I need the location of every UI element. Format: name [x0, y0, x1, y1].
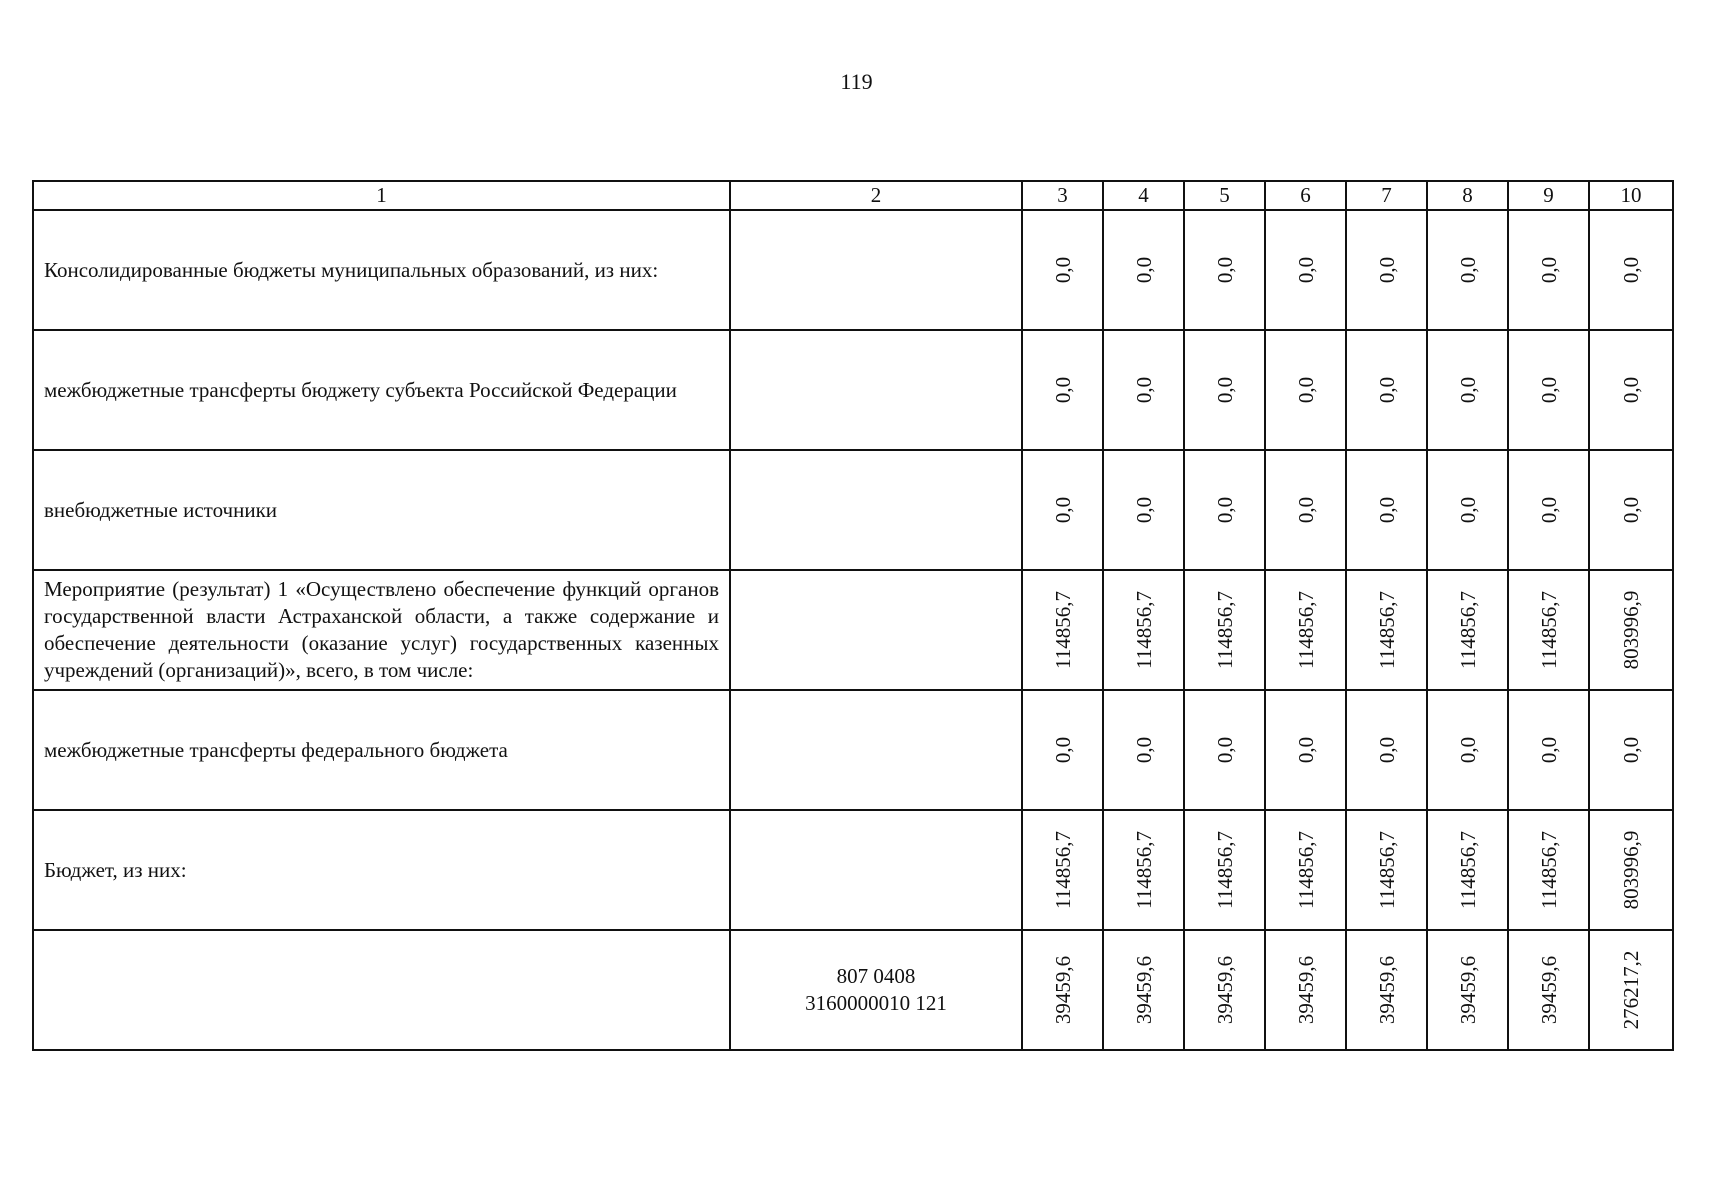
value-cell	[1022, 330, 1103, 450]
value-text: 39459,6	[1212, 955, 1237, 1025]
value-cell	[1427, 810, 1508, 930]
value-cell	[1103, 330, 1184, 450]
value-cell	[1589, 810, 1673, 930]
value-cell	[1184, 810, 1265, 930]
value-text: 114856,7	[1374, 831, 1399, 909]
value-text: 114856,7	[1455, 591, 1480, 669]
row-name: Мероприятие (результат) 1 «Осуществлено обеспечение функций органов государственной власти Астраханской области, а также содержание и обеспечение деятельности (оказание услуг) государственных казенных учреждений (организаций)», всего, в том числе:	[33, 570, 730, 690]
value-text: 0,0	[1293, 736, 1318, 764]
value-text: 0,0	[1293, 496, 1318, 524]
column-header: 8	[1427, 181, 1508, 210]
row-name: Консолидированные бюджеты муниципальных образований, из них:	[33, 210, 730, 330]
page-number: 119	[840, 69, 873, 94]
value-text: 39459,6	[1131, 955, 1156, 1025]
value-text: 114856,7	[1455, 831, 1480, 909]
value-cell	[1427, 690, 1508, 810]
value-cell	[1103, 570, 1184, 690]
row-code	[730, 450, 1022, 570]
value-text: 803996,9	[1619, 590, 1643, 670]
row-name	[33, 930, 730, 1050]
value-cell	[1589, 930, 1673, 1050]
value-text: 0,0	[1374, 736, 1399, 764]
value-cell	[1346, 570, 1427, 690]
value-text: 0,0	[1374, 376, 1399, 404]
value-text: 114856,7	[1293, 831, 1318, 909]
value-text: 0,0	[1619, 256, 1643, 284]
column-header: 3	[1022, 181, 1103, 210]
value-cell	[1184, 690, 1265, 810]
value-cell	[1427, 210, 1508, 330]
column-header: 5	[1184, 181, 1265, 210]
value-text: 0,0	[1455, 376, 1480, 404]
table-row	[33, 810, 1673, 930]
budget-table	[32, 180, 1674, 1051]
value-cell	[1346, 450, 1427, 570]
value-text: 39459,6	[1536, 955, 1561, 1025]
row-code	[730, 930, 1022, 1050]
value-cell	[1346, 690, 1427, 810]
value-cell	[1427, 570, 1508, 690]
value-cell	[1346, 930, 1427, 1050]
value-text: 0,0	[1536, 736, 1561, 764]
value-cell	[1346, 210, 1427, 330]
value-cell	[1589, 570, 1673, 690]
row-code	[730, 810, 1022, 930]
value-text: 0,0	[1293, 376, 1318, 404]
value-cell	[1184, 330, 1265, 450]
table-row	[33, 210, 1673, 330]
value-text: 39459,6	[1455, 955, 1480, 1025]
row-code	[730, 570, 1022, 690]
column-header: 6	[1265, 181, 1346, 210]
value-text: 0,0	[1050, 256, 1075, 284]
value-cell	[1022, 810, 1103, 930]
value-cell	[1589, 450, 1673, 570]
column-header: 2	[730, 181, 1022, 210]
header-row	[33, 181, 1673, 210]
value-cell	[1508, 570, 1589, 690]
value-text: 114856,7	[1131, 591, 1156, 669]
value-cell	[1184, 210, 1265, 330]
value-text: 276217,2	[1619, 950, 1643, 1030]
row-name: межбюджетные трансферты федерального бюджета	[33, 690, 730, 810]
value-cell	[1508, 810, 1589, 930]
value-cell	[1508, 450, 1589, 570]
value-cell	[1022, 210, 1103, 330]
value-cell	[1022, 690, 1103, 810]
value-cell	[1427, 450, 1508, 570]
row-name: внебюджетные источники	[33, 450, 730, 570]
value-cell	[1265, 330, 1346, 450]
budget-code-line: 3160000010 121	[805, 991, 947, 1015]
table-row	[33, 930, 1673, 1050]
value-text: 114856,7	[1131, 831, 1156, 909]
value-text: 0,0	[1212, 736, 1237, 764]
value-cell	[1508, 690, 1589, 810]
value-cell	[1589, 210, 1673, 330]
value-cell	[1508, 210, 1589, 330]
value-cell	[1022, 450, 1103, 570]
value-text: 0,0	[1131, 376, 1156, 404]
value-cell	[1184, 450, 1265, 570]
value-cell	[1265, 810, 1346, 930]
value-cell	[1346, 810, 1427, 930]
value-cell	[1265, 930, 1346, 1050]
value-text: 0,0	[1131, 496, 1156, 524]
value-text: 0,0	[1455, 496, 1480, 524]
column-header: 1	[33, 181, 730, 210]
value-text: 0,0	[1212, 496, 1237, 524]
value-text: 0,0	[1212, 256, 1237, 284]
value-text: 0,0	[1050, 736, 1075, 764]
row-code	[730, 690, 1022, 810]
value-text: 0,0	[1212, 376, 1237, 404]
value-cell	[1589, 690, 1673, 810]
table-row	[33, 570, 1673, 690]
value-text: 39459,6	[1293, 955, 1318, 1025]
value-text: 0,0	[1293, 256, 1318, 284]
table-row	[33, 330, 1673, 450]
value-text: 0,0	[1455, 256, 1480, 284]
value-text: 114856,7	[1212, 831, 1237, 909]
value-cell	[1103, 690, 1184, 810]
value-cell	[1265, 690, 1346, 810]
value-text: 0,0	[1536, 496, 1561, 524]
value-cell	[1427, 930, 1508, 1050]
value-text: 0,0	[1619, 736, 1643, 764]
table-row	[33, 450, 1673, 570]
value-cell	[1589, 330, 1673, 450]
row-name: Бюджет, из них:	[33, 810, 730, 930]
value-text: 114856,7	[1536, 591, 1561, 669]
value-text: 114856,7	[1293, 591, 1318, 669]
column-header: 10	[1589, 181, 1673, 210]
value-text: 0,0	[1619, 496, 1643, 524]
value-cell	[1184, 930, 1265, 1050]
value-cell	[1022, 930, 1103, 1050]
value-cell	[1508, 330, 1589, 450]
value-text: 114856,7	[1374, 591, 1399, 669]
value-text: 39459,6	[1050, 955, 1075, 1025]
value-cell	[1103, 810, 1184, 930]
column-header: 4	[1103, 181, 1184, 210]
value-text: 0,0	[1131, 736, 1156, 764]
value-text: 114856,7	[1536, 831, 1561, 909]
value-cell	[1103, 930, 1184, 1050]
value-cell	[1265, 450, 1346, 570]
value-text: 803996,9	[1619, 830, 1643, 910]
value-cell	[1184, 570, 1265, 690]
value-cell	[1103, 450, 1184, 570]
value-cell	[1022, 570, 1103, 690]
value-text: 0,0	[1455, 736, 1480, 764]
value-text: 39459,6	[1374, 955, 1399, 1025]
value-text: 0,0	[1374, 256, 1399, 284]
row-code	[730, 330, 1022, 450]
value-cell	[1265, 570, 1346, 690]
column-header: 9	[1508, 181, 1589, 210]
value-cell	[1346, 330, 1427, 450]
value-cell	[1427, 330, 1508, 450]
value-text: 0,0	[1536, 376, 1561, 404]
budget-code-line: 807 0408	[836, 964, 916, 988]
row-code	[730, 210, 1022, 330]
column-header: 7	[1346, 181, 1427, 210]
value-cell	[1103, 210, 1184, 330]
value-text: 114856,7	[1050, 591, 1075, 669]
value-text: 0,0	[1131, 256, 1156, 284]
value-text: 114856,7	[1212, 591, 1237, 669]
value-text: 0,0	[1619, 376, 1643, 404]
value-text: 0,0	[1050, 496, 1075, 524]
value-text: 0,0	[1536, 256, 1561, 284]
value-text: 114856,7	[1050, 831, 1075, 909]
table-row	[33, 690, 1673, 810]
value-cell	[1508, 930, 1589, 1050]
row-name: межбюджетные трансферты бюджету субъекта Российской Федерации	[33, 330, 730, 450]
value-cell	[1265, 210, 1346, 330]
value-text: 0,0	[1374, 496, 1399, 524]
value-text: 0,0	[1050, 376, 1075, 404]
